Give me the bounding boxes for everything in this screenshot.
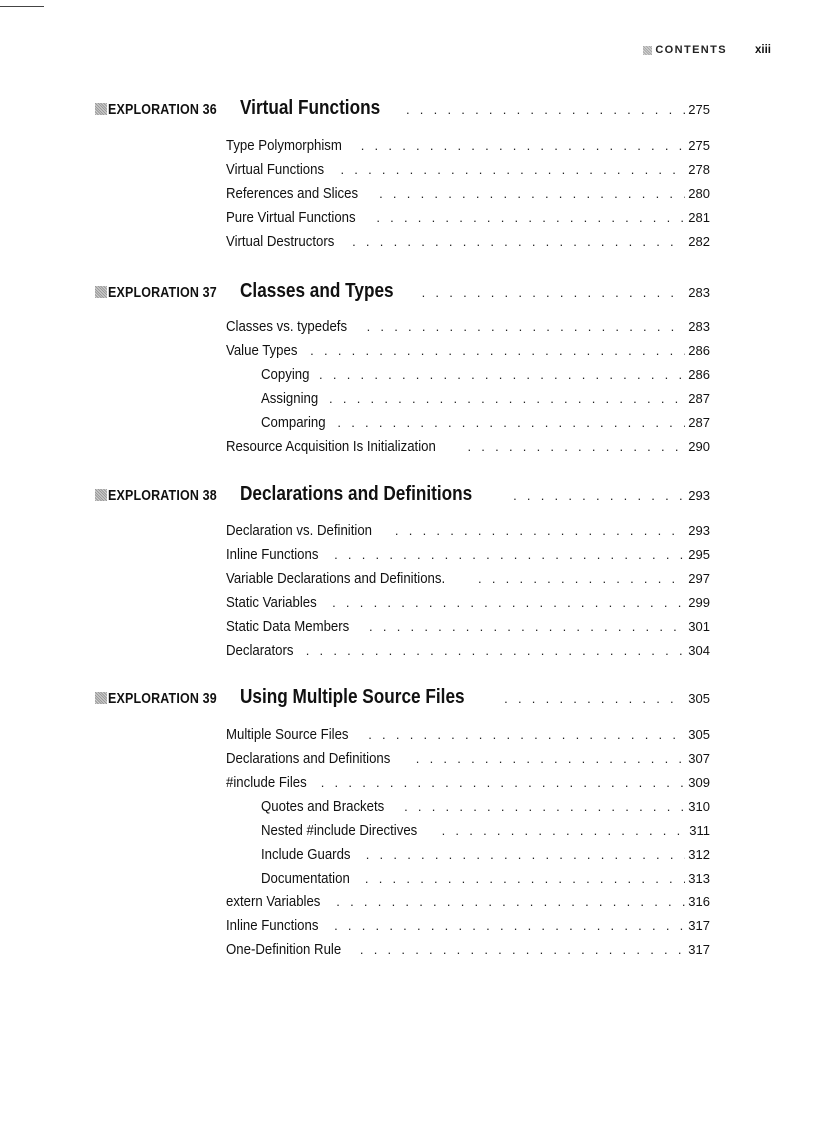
toc-entry[interactable] (226, 185, 710, 202)
dot-leader (422, 285, 686, 300)
entry-page: 307 (688, 751, 710, 766)
entry-title: Nested #include Directives (261, 822, 418, 839)
dot-leader (329, 391, 685, 406)
entry-title: #include Files (226, 774, 307, 791)
toc-entry[interactable] (226, 318, 710, 335)
dot-leader (352, 234, 685, 249)
chapter-marker-icon (95, 103, 107, 115)
running-title: CONTENTS (655, 44, 728, 56)
toc-subentry[interactable] (261, 414, 710, 431)
dot-leader (406, 102, 685, 117)
entry-page: 317 (688, 942, 710, 957)
chapter-page: 275 (688, 102, 710, 117)
dot-leader (319, 367, 685, 382)
toc-entry[interactable] (226, 342, 710, 359)
toc-entry[interactable] (226, 161, 710, 178)
entry-page: 295 (688, 547, 710, 562)
chapter-page: 305 (688, 691, 710, 706)
dot-leader (310, 343, 685, 358)
chapter-marker-icon (95, 286, 107, 298)
entry-title: Comparing (261, 414, 326, 431)
dot-leader (360, 942, 685, 957)
dot-leader (442, 823, 687, 838)
entry-page: 309 (688, 775, 710, 790)
dot-leader (379, 186, 685, 201)
entry-page: 282 (688, 234, 710, 249)
dot-leader (467, 439, 685, 454)
entry-page: 305 (688, 727, 710, 742)
entry-title: Copying (261, 366, 310, 383)
entry-title: Type Polymorphism (226, 137, 342, 154)
entry-page: 287 (688, 415, 710, 430)
dot-leader (376, 210, 685, 225)
toc-entry[interactable] (226, 594, 710, 611)
dot-leader (368, 727, 685, 742)
entry-page: 301 (688, 619, 710, 634)
toc-entry[interactable] (226, 522, 710, 539)
entry-page: 286 (688, 343, 710, 358)
chapter-title: Using Multiple Source Files (240, 686, 465, 708)
entry-title: Value Types (226, 342, 298, 359)
toc-entry[interactable] (226, 774, 710, 791)
entry-title: Assigning (261, 390, 319, 407)
entry-title: Declaration vs. Definition (226, 522, 373, 539)
dot-leader (334, 918, 685, 933)
toc-entry[interactable] (226, 233, 710, 250)
dot-leader (513, 488, 685, 503)
entry-page: 283 (688, 319, 710, 334)
chapter-heading-37[interactable] (95, 280, 710, 303)
entry-page: 278 (688, 162, 710, 177)
dot-leader (340, 162, 685, 177)
toc-entry[interactable] (226, 893, 710, 910)
running-head-marker-icon (643, 46, 652, 55)
dot-leader (478, 571, 685, 586)
chapter-page: 283 (688, 285, 710, 300)
entry-title: Quotes and Brackets (261, 798, 385, 815)
entry-title: Resource Acquisition Is Initialization (226, 438, 436, 455)
entry-title: extern Variables (226, 893, 321, 910)
entry-title: Static Variables (226, 594, 317, 611)
entry-page: 299 (688, 595, 710, 610)
entry-page: 275 (688, 138, 710, 153)
running-head (643, 44, 771, 56)
dot-leader (365, 871, 685, 886)
toc-subentry[interactable] (261, 822, 710, 839)
dot-leader (361, 138, 686, 153)
toc-subentry[interactable] (261, 798, 710, 815)
entry-page: 280 (688, 186, 710, 201)
entry-page: 310 (688, 799, 710, 814)
entry-title: Documentation (261, 870, 350, 887)
toc-entry[interactable] (226, 618, 710, 635)
corner-rule (0, 6, 44, 7)
toc-entry[interactable] (226, 917, 710, 934)
dot-leader (504, 691, 685, 706)
dot-leader (369, 619, 685, 634)
entry-title: Variable Declarations and Definitions. (226, 570, 446, 587)
dot-leader (321, 775, 686, 790)
entry-title: Pure Virtual Functions (226, 209, 356, 226)
entry-title: Classes vs. typedefs (226, 318, 348, 335)
dot-leader (395, 523, 685, 538)
entry-title: Inline Functions (226, 546, 319, 563)
toc-entry[interactable] (226, 137, 710, 154)
toc-entry[interactable] (226, 726, 710, 743)
toc-subentry[interactable] (261, 846, 710, 863)
entry-page: 317 (688, 918, 710, 933)
page-number: xiii (755, 44, 771, 56)
entry-title: Static Data Members (226, 618, 350, 635)
chapter-heading-36[interactable] (95, 97, 710, 120)
toc-subentry[interactable] (261, 870, 710, 887)
dot-leader (306, 643, 686, 658)
entry-title: References and Slices (226, 185, 359, 202)
toc-entry[interactable] (226, 546, 710, 563)
toc-entry[interactable] (226, 570, 710, 587)
entry-page: 290 (688, 439, 710, 454)
entry-page: 312 (688, 847, 710, 862)
exploration-label: EXPLORATION 36 (108, 102, 217, 118)
entry-title: Virtual Functions (226, 161, 325, 178)
dot-leader (337, 415, 685, 430)
dot-leader (367, 319, 686, 334)
entry-page: 293 (688, 523, 710, 538)
toc-entry[interactable] (226, 438, 710, 455)
toc-subentry[interactable] (261, 366, 710, 383)
toc-entry[interactable] (226, 642, 710, 659)
entry-page: 281 (688, 210, 710, 225)
entry-page: 313 (688, 871, 710, 886)
chapter-marker-icon (95, 489, 107, 501)
dot-leader (332, 595, 685, 610)
exploration-label: EXPLORATION 39 (108, 691, 217, 707)
dot-leader (416, 751, 686, 766)
chapter-marker-icon (95, 692, 107, 704)
dot-leader (336, 894, 685, 909)
entry-page: 316 (688, 894, 710, 909)
entry-title: Multiple Source Files (226, 726, 349, 743)
entry-title: Inline Functions (226, 917, 319, 934)
entry-title: Include Guards (261, 846, 351, 863)
chapter-heading-39[interactable] (95, 686, 710, 709)
entry-title: One-Definition Rule (226, 941, 342, 958)
entry-page: 311 (689, 823, 710, 838)
chapter-title: Declarations and Definitions (240, 483, 473, 505)
entry-title: Virtual Destructors (226, 233, 335, 250)
chapter-title: Virtual Functions (240, 97, 381, 119)
chapter-heading-38[interactable] (95, 483, 710, 506)
toc-subentry[interactable] (261, 390, 710, 407)
toc-entry[interactable] (226, 941, 710, 958)
exploration-label: EXPLORATION 37 (108, 285, 217, 301)
toc-entry[interactable] (226, 750, 710, 767)
entry-title: Declarators (226, 642, 294, 659)
entry-page: 286 (688, 367, 710, 382)
entry-page: 304 (688, 643, 710, 658)
entry-title: Declarations and Definitions (226, 750, 391, 767)
toc-entry[interactable] (226, 209, 710, 226)
entry-page: 287 (688, 391, 710, 406)
entry-page: 297 (688, 571, 710, 586)
dot-leader (334, 547, 685, 562)
dot-leader (404, 799, 685, 814)
chapter-title: Classes and Types (240, 280, 394, 302)
exploration-label: EXPLORATION 38 (108, 488, 217, 504)
dot-leader (366, 847, 686, 862)
chapter-page: 293 (688, 488, 710, 503)
